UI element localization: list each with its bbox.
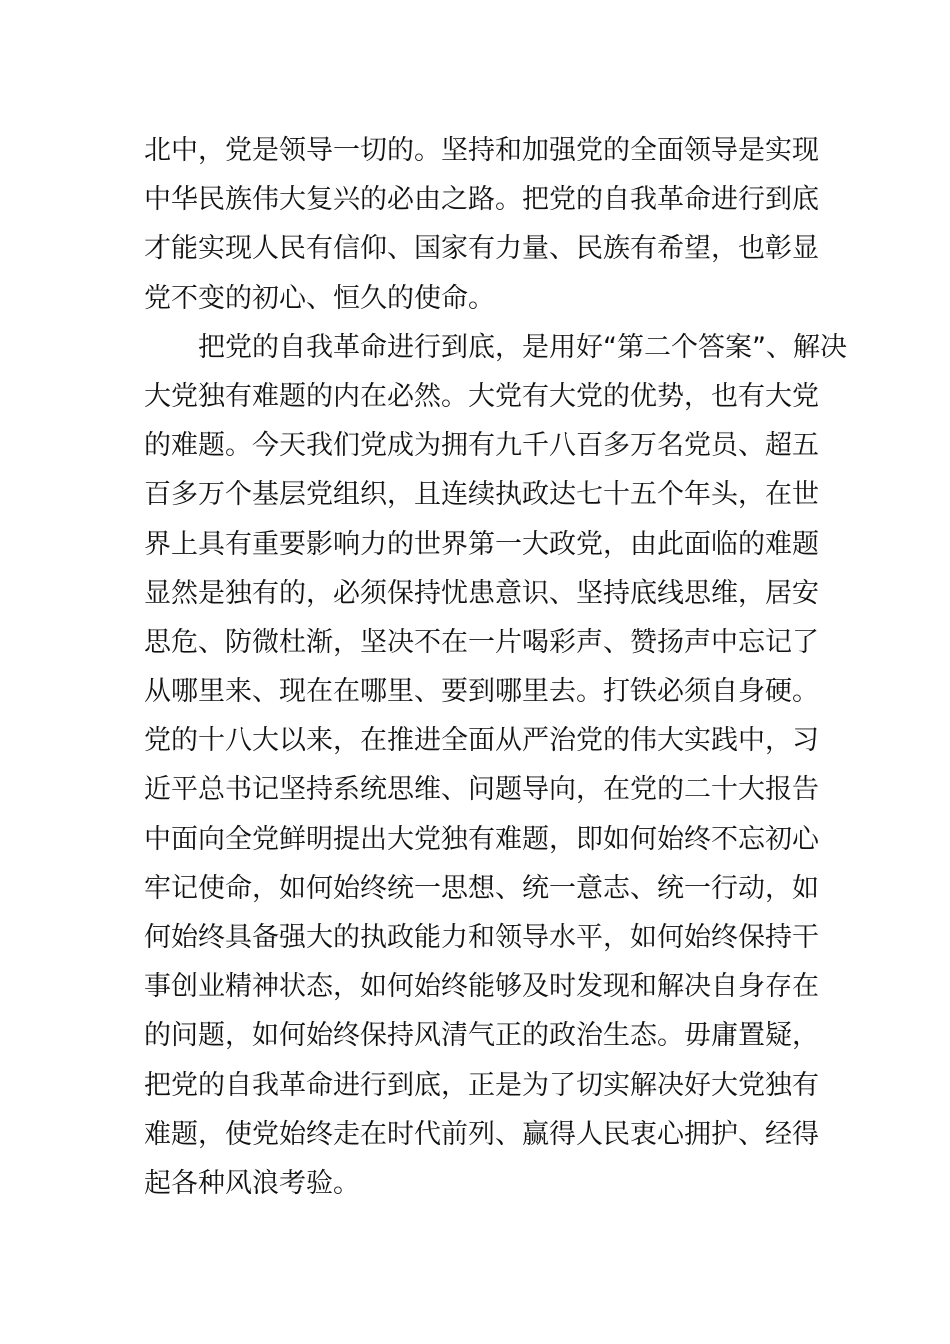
- paragraph-2-line: 牢记使命，如何始终统一思想、统一意志、统一行动，如: [144, 872, 819, 904]
- paragraph-1-line: 才能实现人民有信仰、国家有力量、民族有希望，也彰显: [144, 233, 819, 265]
- document-body: [144, 126, 847, 1208]
- paragraph-2-line: 近平总书记坚持系统思维、问题导向，在党的二十大报告: [144, 774, 819, 806]
- paragraph-2-line: 何始终具备强大的执政能力和领导水平，如何始终保持干: [144, 922, 819, 953]
- paragraph-2-line: 事创业精神状态，如何始终能够及时发现和解决自身存在: [144, 971, 819, 1003]
- paragraph-2-line: 的难题。今天我们党成为拥有九千八百多万名党员、超五: [144, 430, 819, 462]
- paragraph-1-line: 北中，党是领导一切的。坚持和加强党的全面领导是实现: [144, 135, 819, 166]
- paragraph-2-line: 中面向全党鲜明提出大党独有难题，即如何始终不忘初心: [144, 823, 819, 855]
- paragraph-2-line: 的问题，如何始终保持风清气正的政治生态。毋庸置疑，: [144, 1020, 819, 1052]
- paragraph-1-line: 党不变的初心、恒久的使命。: [144, 282, 495, 314]
- paragraph-2: [144, 323, 847, 1208]
- paragraph-2-line: 难题，使党始终走在时代前列、赢得人民衷心拥护、经得: [144, 1118, 819, 1150]
- paragraph-2-line: 从哪里来、现在在哪里、要到哪里去。打铁必须自身硬。: [144, 676, 819, 708]
- paragraph-2-line: 党的十八大以来，在推进全面从严治党的伟大实践中，习: [144, 725, 819, 757]
- paragraph-2-line: 百多万个基层党组织，且连续执政达七十五个年头，在世: [144, 479, 819, 511]
- paragraph-2-line: 大党独有难题的内在必然。大党有大党的优势，也有大党: [144, 380, 819, 412]
- paragraph-2-line: 思危、防微杜渐，坚决不在一片喝彩声、赞扬声中忘记了: [144, 626, 819, 658]
- paragraph-2-line: 界上具有重要影响力的世界第一大政党，由此面临的难题: [144, 528, 819, 560]
- paragraph-1-line: 中华民族伟大复兴的必由之路。把党的自我革命进行到底: [144, 184, 819, 216]
- paragraph-2-line: 把党的自我革命进行到底，正是为了切实解决好大党独有: [144, 1069, 819, 1101]
- paragraph-2-line: 显然是独有的，必须保持忧患意识、坚持底线思维，居安: [144, 577, 819, 609]
- paragraph-1: [144, 126, 824, 323]
- paragraph-2-line: 把党的自我革命进行到底，是用好“第二个答案”、解决: [198, 331, 847, 363]
- paragraph-2-line: 起各种风浪考验。: [144, 1167, 360, 1199]
